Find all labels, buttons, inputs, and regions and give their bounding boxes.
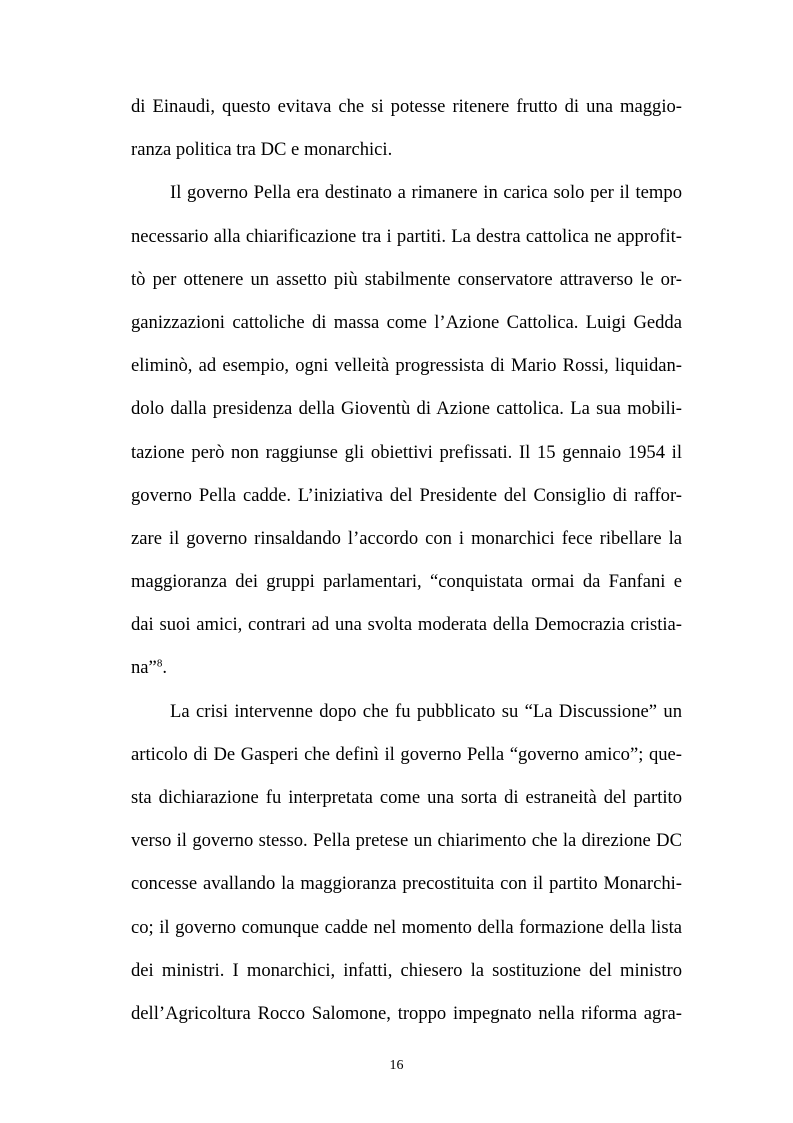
text-line: necessario alla chiarificazione tra i partiti. La destra cattolica ne approfit-: [131, 225, 682, 247]
text-line: La crisi intervenne dopo che fu pubblicato su “La Discussione” un: [170, 700, 682, 722]
text-line: Il governo Pella era destinato a rimanere in carica solo per il tempo: [170, 182, 682, 204]
text-line: tazione però non raggiunse gli obiettivi prefissati. Il 15 gennaio 1954 il: [131, 441, 682, 463]
text-line: dai suoi amici, contrari ad una svolta moderata della Democrazia cristia-: [131, 614, 682, 636]
text-line: articolo di De Gasperi che definì il governo Pella “governo amico”; que-: [131, 743, 682, 765]
footnote-reference[interactable]: 8: [156, 657, 163, 670]
text-fragment: na”: [131, 657, 157, 679]
text-line: dolo dalla presidenza della Gioventù di Azione cattolica. La sua mobili-: [131, 398, 682, 420]
text-line: dei ministri. I monarchici, infatti, chiesero la sostituzione del ministro: [131, 959, 682, 981]
text-line: verso il governo stesso. Pella pretese un chiarimento che la direzione DC: [131, 830, 682, 852]
text-line: sta dichiarazione fu interpretata come una sorta di estraneità del partito: [131, 787, 682, 808]
text-line: concesse avallando la maggioranza precostituita con il partito Monarchi-: [131, 873, 682, 895]
text-line: maggioranza dei gruppi parlamentari, “conquistata ormai da Fanfani e: [131, 571, 682, 593]
text-line: tò per ottenere un assetto più stabilmente conservatore attraverso le or-: [131, 268, 682, 290]
text-fragment: .: [162, 657, 167, 679]
text-line: co; il governo comunque cadde nel momento della formazione della lista: [131, 916, 682, 938]
text-line: governo Pella cadde. L’iniziativa del Presidente del Consiglio di raffor-: [131, 484, 682, 506]
text-line: di Einaudi, questo evitava che si potesse ritenere frutto di una maggio-: [131, 96, 682, 117]
text-line: zare il governo rinsaldando l’accordo con i monarchici fece ribellare la: [131, 527, 682, 549]
text-line: ranza politica tra DC e monarchici.: [131, 139, 393, 161]
text-line: eliminò, ad esempio, ogni velleità progressista di Mario Rossi, liquidan-: [131, 355, 682, 377]
page-number: 16: [389, 1058, 404, 1073]
text-line: dell’Agricoltura Rocco Salomone, troppo impegnato nella riforma agra-: [131, 1002, 682, 1024]
page-body: [131, 85, 682, 1035]
text-line: ganizzazioni cattoliche di massa come l’Azione Cattolica. Luigi Gedda: [131, 311, 682, 333]
text-line: [131, 646, 682, 689]
